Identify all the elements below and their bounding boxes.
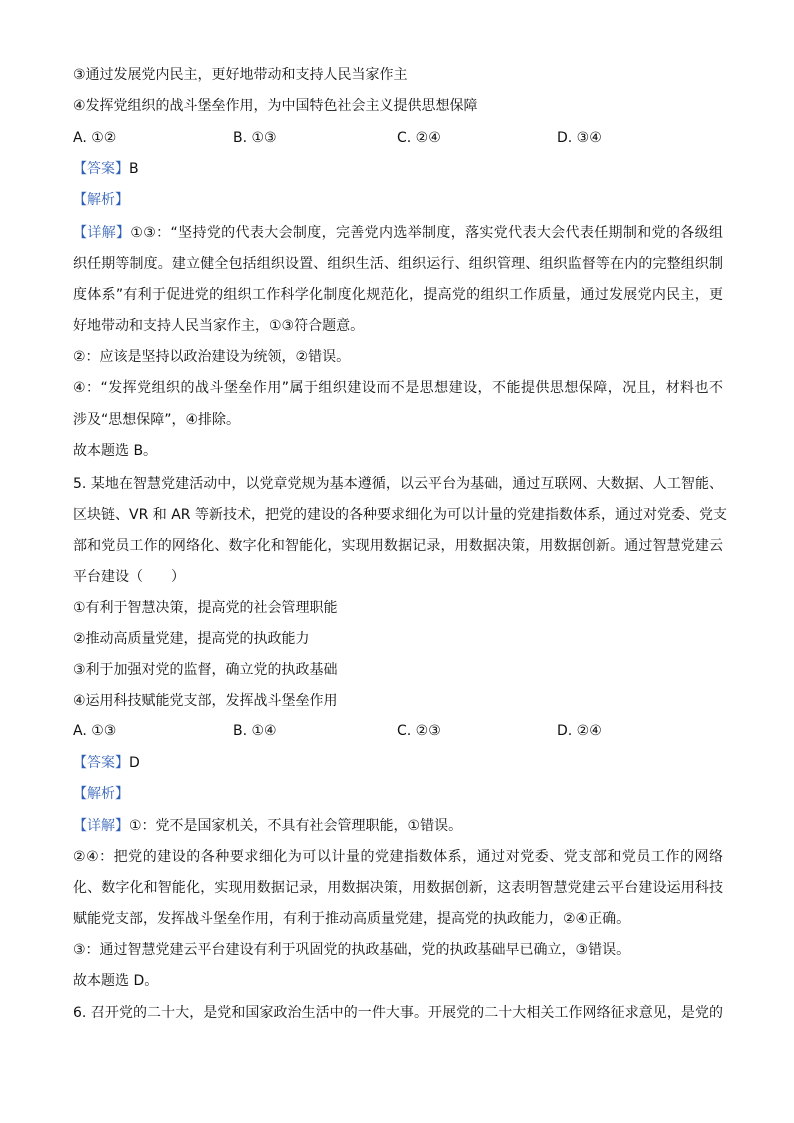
- q5-stem-line: 5. 某地在智慧党建活动中，以党章党规为基本遵循，以云平台为基础，通过互联网、大数据、人工智能、: [73, 476, 723, 492]
- q4-conclusion: 故本题选 B。: [73, 443, 158, 459]
- q4-option-c: C. ②④: [397, 130, 441, 146]
- q4-option-a: A. ①②: [73, 130, 117, 146]
- q5-option-c: C. ②③: [397, 723, 441, 739]
- q5-detail-line: ③：通过智慧党建云平台建设有利于巩固党的执政基础，党的执政基础早已确立，③错误。: [73, 942, 631, 958]
- q5-item-4: ④运用科技赋能党支部，发挥战斗堡垒作用: [73, 693, 338, 709]
- q5-stem-line: 区块链、VR 和 AR 等新技术，把党的建设的各种要求细化为可以计量的党建指数体系，通过对党委、党支: [73, 507, 727, 523]
- q5-detail-line: ②④：把党的建设的各种要求细化为可以计量的党建指数体系，通过对党委、党支部和党员工作的网络: [73, 849, 723, 865]
- q5-item-3: ③利于加强对党的监督，确立党的执政基础: [73, 662, 338, 678]
- q4-item-4: ④发挥党组织的战斗堡垒作用，为中国特色社会主义提供思想保障: [73, 98, 478, 114]
- q4-answer: [73, 160, 723, 178]
- detail-label: 【详解】: [73, 818, 129, 834]
- detail-label: 【详解】: [73, 225, 131, 241]
- q5-analysis-label: 【解析】: [73, 786, 129, 802]
- q5-conclusion: 故本题选 D。: [73, 973, 159, 989]
- answer-label: 【答案】: [73, 755, 129, 771]
- q4-analysis-label: 【解析】: [73, 192, 129, 208]
- q5-item-2: ②推动高质量党建，提高党的执政能力: [73, 631, 310, 647]
- q4-item-3: ③通过发展党内民主，更好地带动和支持人民当家作主: [73, 67, 408, 83]
- q4-detail-line: 织任期等制度。建立健全包括组织设置、组织生活、组织运行、组织管理、组织监督等在内的完整组织制: [73, 256, 723, 272]
- q4-option-b: B. ①③: [233, 130, 277, 146]
- q4-detail-line: 涉及“思想保障”，④排除。: [73, 412, 241, 428]
- q4-detail-line: 【详解】①③：“坚持党的代表大会制度，完善党内选举制度，落实党代表大会代表任期制和党的各级组: [73, 225, 723, 241]
- answer-label: 【答案】: [73, 161, 129, 177]
- q4-option-d: D. ③④: [557, 130, 602, 146]
- q5-item-1: ①有利于智慧决策，提高党的社会管理职能: [73, 600, 338, 616]
- q4-detail-line: 度体系”有利于促进党的组织工作科学化制度化规范化，提高党的组织工作质量，通过发展党内民主，更: [73, 287, 723, 303]
- q4-detail-line: ④：“发挥党组织的战斗堡垒作用”属于组织建设而不是思想建设，不能提供思想保障，况且，材料也不: [73, 380, 723, 396]
- q5-option-a: A. ①③: [73, 723, 117, 739]
- answer-value: B: [129, 161, 139, 177]
- q5-stem-line: 平台建设（ ）: [73, 569, 185, 585]
- q6-stem-line: 6. 召开党的二十大，是党和国家政治生活中的一件大事。开展党的二十大相关工作网络征求意见，是党的: [73, 1005, 723, 1021]
- q4-detail-line: ②：应该是坚持以政治建设为统领，②错误。: [73, 349, 351, 365]
- answer-value: D: [129, 755, 140, 771]
- q5-stem-line: 部和党员工作的网络化、数字化和智能化，实现用数据记录，用数据决策，用数据创新。通过智慧党建云: [73, 538, 723, 554]
- q5-option-b: B. ①④: [233, 723, 277, 739]
- q5-detail-line: 化、数字化和智能化，实现用数据记录，用数据决策，用数据创新，这表明智慧党建云平台建设运用科技: [73, 880, 723, 896]
- q5-option-d: D. ②④: [557, 723, 602, 739]
- q5-detail-line: 【详解】①：党不是国家机关，不具有社会管理职能，①错误。: [73, 818, 463, 834]
- q5-answer: [73, 754, 723, 772]
- q5-detail-line: 赋能党支部，发挥战斗堡垒作用，有利于推动高质量党建，提高党的执政能力，②④正确。: [73, 911, 631, 927]
- q4-detail-line: 好地带动和支持人民当家作主，①③符合题意。: [73, 318, 365, 334]
